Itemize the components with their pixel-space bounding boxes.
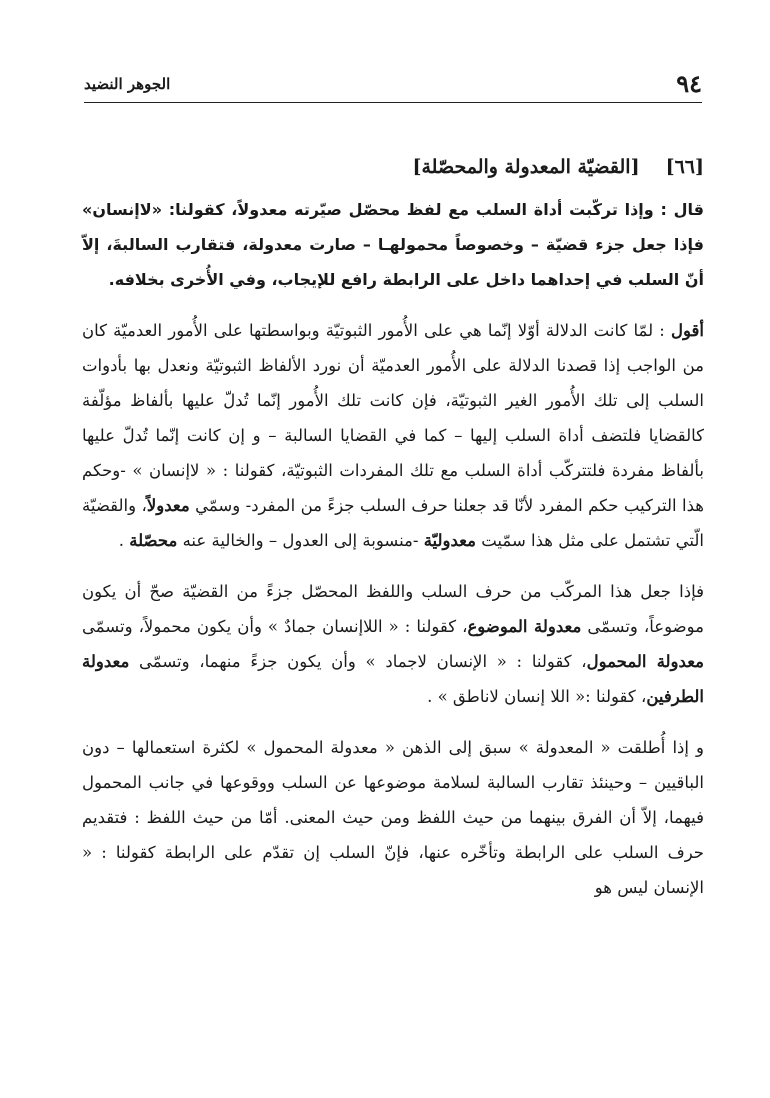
commentary-paragraph-2 [82,574,704,714]
p2-text-3: ، كقولنا : « الإنسان لاجماد » وأن يكون جزءً منهما، وتسمّى [129,652,587,671]
page-header [84,68,702,100]
section-title: [القضيّة المعدولة والمحصّلة] [412,156,640,178]
p2-text-4: ، كقولنا :« اللا إنسان لاناطق » . [427,687,647,706]
page-body [82,150,704,921]
term-maduliyya: معدوليّة [423,531,476,550]
commentary-paragraph-1 [82,313,704,558]
term-both-negated: معدولة الطرفين [82,652,704,706]
p1-text-1: : لمّا كانت الدلالة أوّلا إنّما هي على الأُمور الثبوتيّة وبواسطتها على الأُمور العدميّة كان من الواجب إذا قصدنا الدلالة على الأُمور العدميّة أن نورد الألفاظ الثبوتيّة ونعدل بها بأدوات السلب إلى تلك الأُمور الغير الثبوتيّة، فإن كانت تلك الأُمور إنّما تُدلّ عليها بألفاظ مؤلّفة كالقضايا فلتضف أداة السلب إليها – كما في القضايا السالبة – و إن كانت إنّما تُدلّ عليها بألفاظ مفردة فلتتركّب أداة السلب مع تلك المفردات الثبوتيّة، كقولنا : « لاإنسان » -وحكم هذا التركيب حكم المفرد لأنّا قد جعلنا حرف السلب جزءً من المفرد- وسمّي [82,321,704,515]
matn-lead: قال : [660,200,704,219]
p1-text-3: -منسوبة إلى العدول – والخالية عنه [177,531,424,550]
p3-text: و إذا أُطلقت « المعدولة » سبق إلى الذهن « معدولة المحمول » لكثرة استعمالها – دون الباقيين – وحينئذ تقارب السالبة لسلامة موضوعها عن السلب ووقوعها في جانب المحمول فيهما، إلاّ أن الفرق بينهما من حيث اللفظ ومن حيث المعنى. أمّا من حيث اللفظ : فتقديم حرف السلب على الرابطة وتأخّره عنها، فإنّ السلب إن تقدّم على الرابطة كقولنا : « الإنسان ليس هو [82,738,704,897]
p1-text-4: . [118,531,130,550]
section-heading [82,150,704,184]
p1-text-2: ، والقضيّة الّتي تشتمل على مثل هذا سمّيت [82,496,704,550]
matn-paragraph [82,192,704,297]
p2-text-1: فإذا جعل هذا المركّب من حرف السلب واللفظ المحصّل جزءً من القضيّة صحّ أن يكون موضوعاً، وتسمّى [82,582,704,636]
running-title: الجوهر النضيد [84,75,171,93]
term-subject-negated: معدولة الموضوع [467,617,582,636]
header-rule [84,102,702,103]
term-muhassala: محصّلة [129,531,178,550]
page-number: ٩٤ [676,69,702,98]
p2-text-2: ، كقولنا : « اللاإنسان جمادٌ » وأن يكون محمولاً، وتسمّى [82,617,468,636]
commentary-lead: أقول [671,321,704,340]
term-predicate-negated: معدولة المحمول [586,652,704,671]
matn-text: وإذا تركّبت أداة السلب مع لفظ محصّل صيّرته معدولاً، كقولنا: «لاإنسان» فإذا جعل جزء قضيّة – وخصوصاً محمولهـا – صارت معدولة، فتقارب السالبةَ، إلاّ أنّ السلب في إحداهما داخل على الرابطة رافع للإيجاب، وفي الأُخرى بخلافه. [82,200,704,289]
section-number: [٦٦] [665,156,704,178]
term-madul: معدولاً [146,496,190,515]
commentary-paragraph-3 [82,730,704,905]
